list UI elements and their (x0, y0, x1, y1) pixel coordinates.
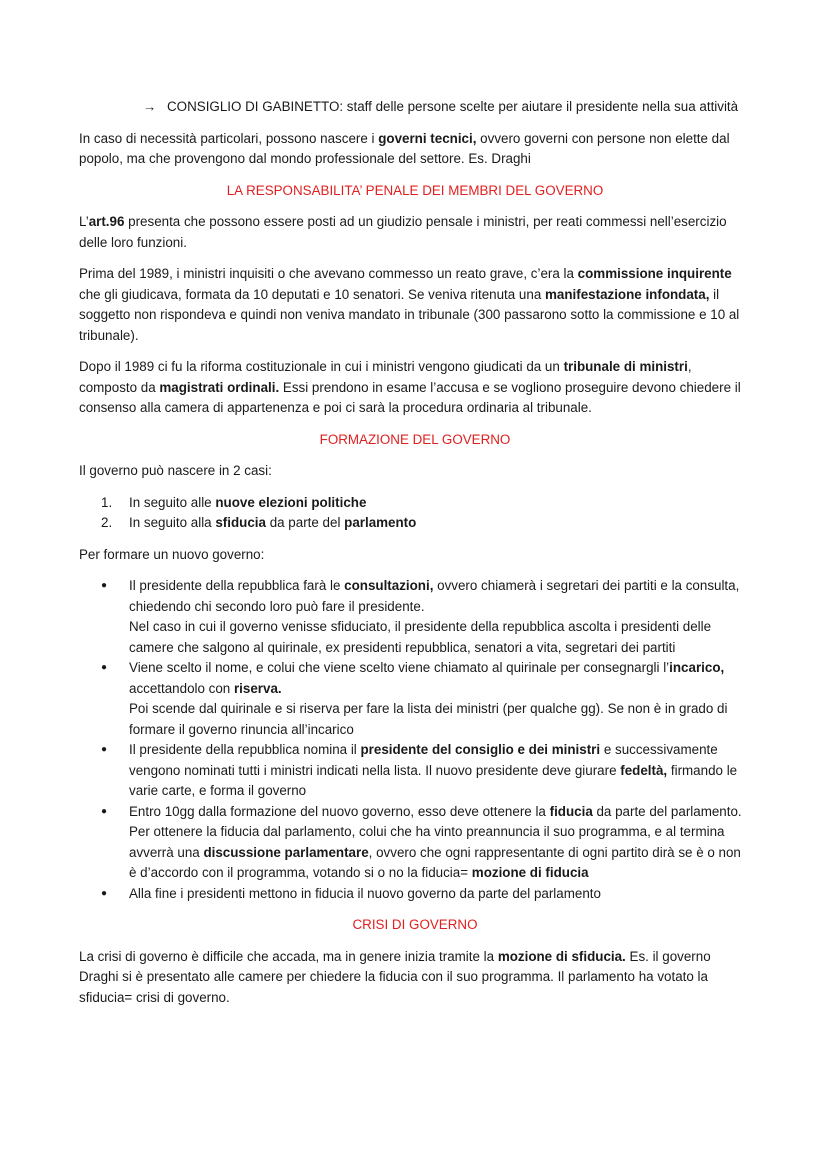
arrow-icon: → (143, 99, 157, 114)
section-heading-formazione: FORMAZIONE DEL GOVERNO (319, 431, 511, 447)
bullet-list (79, 576, 751, 904)
section-heading-crisi: CRISI DI GOVERNO (352, 917, 478, 932)
governi-tecnici-paragraph: In caso di necessità particolari, possono nascere i governi tecnici, ovvero governi con persone non elette dal popolo, ma che provengono dal mondo professionale del settore. Es. Draghi (79, 130, 730, 166)
list-item: ● Viene scelto il nome, e colui che viene scelto viene chiamato al quirinale per consegnargli l’incarico, accettandolo con riserva. Poi scende dal quirinale e si riserva per fare la lista dei ministri (per qualche gg). Se non è in grado di formare il governo rinuncia all’incarico (79, 658, 751, 740)
list-number: 2. (101, 515, 113, 530)
list-item: ● Il presidente della repubblica farà le consultazioni, ovvero chiamerà i segretari dei partiti e la consulta, chiedendo chi secondo loro può fare il presidente. Nel caso in cui il governo venisse sfiduciato, il presidente della repubblica ascolta i presidenti delle camere che salgono al quirinale, ex presidenti repubblica, senatori a vita, segretari dei partiti (79, 576, 751, 658)
list-item: ● Entro 10gg dalla formazione del nuovo governo, esso deve ottenere la fiducia da parte del parlamento. Per ottenere la fiducia dal parlamento, colui che ha vinto preannuncia il suo programma, e al termina avverrà una discussione parlamentare, ovvero che ogni rappresentante di ogni partito dirà se è o non è d’accordo con il programma, votando si o no la fiducia= mozione di fiducia (79, 802, 751, 884)
bullet-icon: ● (101, 662, 108, 673)
arrow-item-text: CONSIGLIO DI GABINETTO: staff delle persone scelte per aiutare il presidente nella sua attività (167, 99, 739, 114)
list-item: ● Alla fine i presidenti mettono in fiducia il nuovo governo da parte del parlamento (79, 884, 751, 905)
art96-paragraph: L’art.96 presenta che possono essere posti ad un giudizio pensale i ministri, per reati commessi nell’esercizio delle loro funzioni. (79, 214, 727, 250)
prima-1989-paragraph: Prima del 1989, i ministri inquisiti o che avevano commesso un reato grave, c’era la commissione inquirente che gli giudicava, formata da 10 deputati e 10 senatori. Se veniva ritenuta una manifestazione infondata, il soggetto non rispondeva e quindi non veniva mandato in tribunale (300 passarono sotto la commissione e 10 al tribunale). (79, 266, 740, 343)
document-body (79, 97, 751, 1019)
bullet-icon: ● (101, 805, 108, 817)
bullet-icon: ● (101, 887, 108, 899)
dopo-1989-paragraph: Dopo il 1989 ci fu la riforma costituzionale in cui i ministri vengono giudicati da un tribunale di ministri, composto da magistrati ordinali. Essi prendono in esame l’accusa e se vogliono proseguire devono chiedere il consenso alla camera di appartenenza e poi ci sarà la procedura ordinaria al tribunale. (79, 359, 741, 415)
bullet-icon: ● (101, 580, 108, 591)
list-item: 2. In seguito alla sfiducia da parte del parlamento (79, 513, 751, 534)
bullet-icon: ● (101, 744, 108, 755)
list-item: 1. In seguito alle nuove elezioni politiche (79, 493, 751, 514)
numbered-list (79, 493, 751, 534)
list-number: 1. (101, 494, 113, 510)
formazione-intro: Il governo può nascere in 2 casi: (79, 463, 272, 478)
arrow-list-item (143, 97, 751, 118)
crisi-paragraph: La crisi di governo è difficile che accada, ma in genere inizia tramite la mozione di sfiducia. Es. il governo Draghi si è presentato alle camere per chiedere la fiducia con il suo programma. Il parlamento ha votato la sfiducia= crisi di governo. (79, 948, 711, 1005)
list-item: ● Il presidente della repubblica nomina il presidente del consiglio e dei ministri e successivamente vengono nominati tutti i ministri indicati nella lista. Il nuovo presidente deve giurare fedeltà, firmando le varie carte, e forma il governo (79, 740, 751, 802)
bullets-intro: Per formare un nuovo governo: (79, 546, 265, 562)
section-heading-responsabilita: LA RESPONSABILITA’ PENALE DEI MEMBRI DEL GOVERNO (226, 182, 604, 198)
